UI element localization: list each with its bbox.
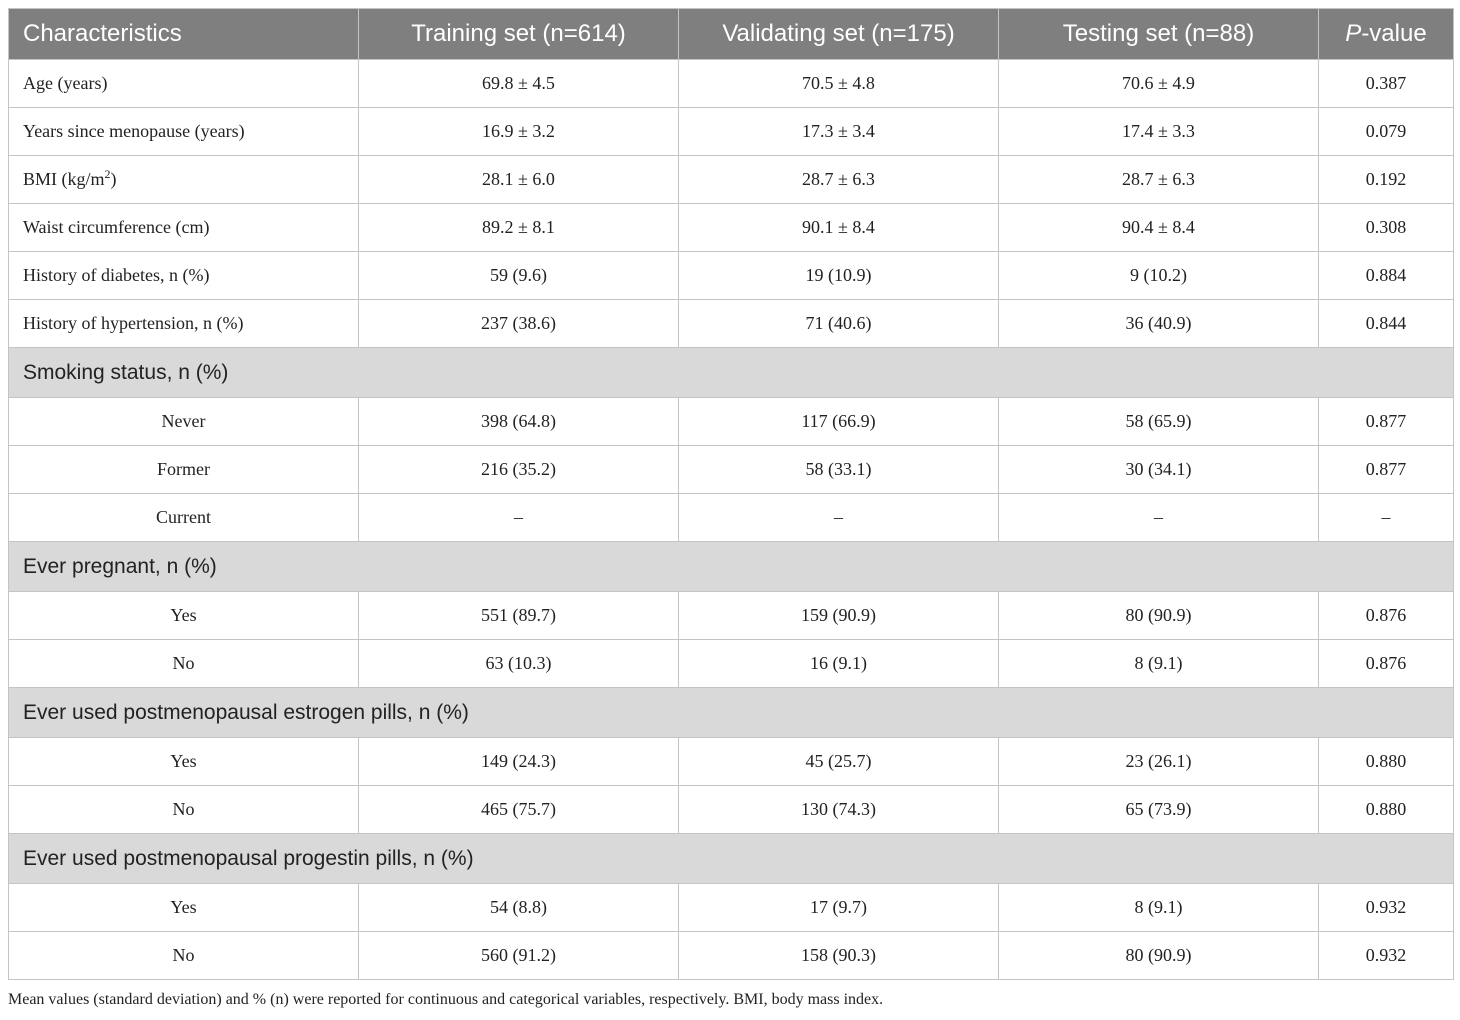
row-label: History of diabetes, n (%) xyxy=(9,252,359,300)
section-row-pregnant xyxy=(9,542,1454,592)
cell-p-value: 0.844 xyxy=(1319,300,1454,348)
cell-training: 551 (89.7) xyxy=(359,592,679,640)
row-label: Waist circumference (cm) xyxy=(9,204,359,252)
cell-testing: – xyxy=(999,494,1319,542)
table-row-pregnant-yes xyxy=(9,592,1454,640)
cell-training: 63 (10.3) xyxy=(359,640,679,688)
cell-validating: 17.3 ± 3.4 xyxy=(679,108,999,156)
row-label: No xyxy=(9,786,359,834)
cell-testing: 70.6 ± 4.9 xyxy=(999,60,1319,108)
cell-validating: 90.1 ± 8.4 xyxy=(679,204,999,252)
row-label: Yes xyxy=(9,592,359,640)
cell-testing: 58 (65.9) xyxy=(999,398,1319,446)
bmi-label-sup: 2 xyxy=(104,167,111,181)
table-row-age xyxy=(9,60,1454,108)
characteristics-table xyxy=(8,8,1454,980)
cell-validating: 45 (25.7) xyxy=(679,738,999,786)
table-row-progestin-no xyxy=(9,932,1454,980)
cell-testing: 36 (40.9) xyxy=(999,300,1319,348)
cell-validating: 117 (66.9) xyxy=(679,398,999,446)
cell-training: 54 (8.8) xyxy=(359,884,679,932)
cell-validating: 130 (74.3) xyxy=(679,786,999,834)
row-label: Yes xyxy=(9,884,359,932)
cell-p-value: 0.308 xyxy=(1319,204,1454,252)
cell-testing: 8 (9.1) xyxy=(999,640,1319,688)
characteristics-table-container xyxy=(8,8,1453,980)
cell-p-value: 0.876 xyxy=(1319,592,1454,640)
cell-testing: 65 (73.9) xyxy=(999,786,1319,834)
cell-training: 560 (91.2) xyxy=(359,932,679,980)
header-testing-set: Testing set (n=88) xyxy=(999,9,1319,60)
table-row-estrogen-yes xyxy=(9,738,1454,786)
section-title: Ever used postmenopausal estrogen pills, n (%) xyxy=(9,688,1454,738)
row-label: Never xyxy=(9,398,359,446)
section-title: Ever used postmenopausal progestin pills, n (%) xyxy=(9,834,1454,884)
cell-p-value: 0.876 xyxy=(1319,640,1454,688)
cell-training: – xyxy=(359,494,679,542)
table-row-pregnant-no xyxy=(9,640,1454,688)
bmi-label-pre: BMI (kg/m xyxy=(23,169,105,189)
cell-training: 465 (75.7) xyxy=(359,786,679,834)
cell-testing: 8 (9.1) xyxy=(999,884,1319,932)
header-characteristics: Characteristics xyxy=(9,9,359,60)
cell-p-value: 0.877 xyxy=(1319,446,1454,494)
cell-validating: 58 (33.1) xyxy=(679,446,999,494)
cell-training: 237 (38.6) xyxy=(359,300,679,348)
cell-p-value: 0.880 xyxy=(1319,786,1454,834)
table-row-estrogen-no xyxy=(9,786,1454,834)
table-row-menopause xyxy=(9,108,1454,156)
cell-training: 149 (24.3) xyxy=(359,738,679,786)
row-label: Former xyxy=(9,446,359,494)
table-row-smoking-former xyxy=(9,446,1454,494)
cell-p-value: – xyxy=(1319,494,1454,542)
section-row-estrogen xyxy=(9,688,1454,738)
cell-testing: 80 (90.9) xyxy=(999,932,1319,980)
cell-training: 16.9 ± 3.2 xyxy=(359,108,679,156)
table-row-waist xyxy=(9,204,1454,252)
table-row-smoking-current xyxy=(9,494,1454,542)
cell-validating: 17 (9.7) xyxy=(679,884,999,932)
row-label: Yes xyxy=(9,738,359,786)
cell-p-value: 0.932 xyxy=(1319,932,1454,980)
cell-validating: 16 (9.1) xyxy=(679,640,999,688)
cell-training: 28.1 ± 6.0 xyxy=(359,156,679,204)
row-label xyxy=(9,156,359,204)
bmi-label-post: ) xyxy=(110,169,117,189)
cell-training: 69.8 ± 4.5 xyxy=(359,60,679,108)
table-row-progestin-yes xyxy=(9,884,1454,932)
table-row-hypertension xyxy=(9,300,1454,348)
cell-validating: 70.5 ± 4.8 xyxy=(679,60,999,108)
row-label: Current xyxy=(9,494,359,542)
header-p-value xyxy=(1319,9,1454,60)
table-header-row xyxy=(9,9,1454,60)
cell-validating: 19 (10.9) xyxy=(679,252,999,300)
cell-p-value: 0.884 xyxy=(1319,252,1454,300)
section-row-progestin xyxy=(9,834,1454,884)
row-label: Age (years) xyxy=(9,60,359,108)
cell-testing: 17.4 ± 3.3 xyxy=(999,108,1319,156)
cell-validating: – xyxy=(679,494,999,542)
table-footnote: Mean values (standard deviation) and % (n) were reported for continuous and categorical variables, respectively. BMI, body mass index. xyxy=(8,991,884,1008)
cell-validating: 159 (90.9) xyxy=(679,592,999,640)
cell-testing: 9 (10.2) xyxy=(999,252,1319,300)
cell-p-value: 0.192 xyxy=(1319,156,1454,204)
section-title: Ever pregnant, n (%) xyxy=(9,542,1454,592)
header-p-suffix: -value xyxy=(1361,20,1427,47)
cell-testing: 30 (34.1) xyxy=(999,446,1319,494)
cell-validating: 71 (40.6) xyxy=(679,300,999,348)
cell-validating: 28.7 ± 6.3 xyxy=(679,156,999,204)
cell-training: 398 (64.8) xyxy=(359,398,679,446)
cell-testing: 90.4 ± 8.4 xyxy=(999,204,1319,252)
section-title: Smoking status, n (%) xyxy=(9,348,1454,398)
cell-testing: 23 (26.1) xyxy=(999,738,1319,786)
section-row-smoking xyxy=(9,348,1454,398)
row-label: Years since menopause (years) xyxy=(9,108,359,156)
row-label: No xyxy=(9,640,359,688)
table-row-smoking-never xyxy=(9,398,1454,446)
cell-p-value: 0.932 xyxy=(1319,884,1454,932)
cell-p-value: 0.877 xyxy=(1319,398,1454,446)
table-row-diabetes xyxy=(9,252,1454,300)
row-label: No xyxy=(9,932,359,980)
cell-p-value: 0.387 xyxy=(1319,60,1454,108)
header-validating-set: Validating set (n=175) xyxy=(679,9,999,60)
header-training-set: Training set (n=614) xyxy=(359,9,679,60)
cell-training: 89.2 ± 8.1 xyxy=(359,204,679,252)
row-label: History of hypertension, n (%) xyxy=(9,300,359,348)
cell-testing: 28.7 ± 6.3 xyxy=(999,156,1319,204)
cell-p-value: 0.079 xyxy=(1319,108,1454,156)
table-row-bmi xyxy=(9,156,1454,204)
cell-p-value: 0.880 xyxy=(1319,738,1454,786)
cell-testing: 80 (90.9) xyxy=(999,592,1319,640)
header-p-italic: P xyxy=(1345,20,1362,47)
cell-training: 216 (35.2) xyxy=(359,446,679,494)
cell-training: 59 (9.6) xyxy=(359,252,679,300)
cell-validating: 158 (90.3) xyxy=(679,932,999,980)
